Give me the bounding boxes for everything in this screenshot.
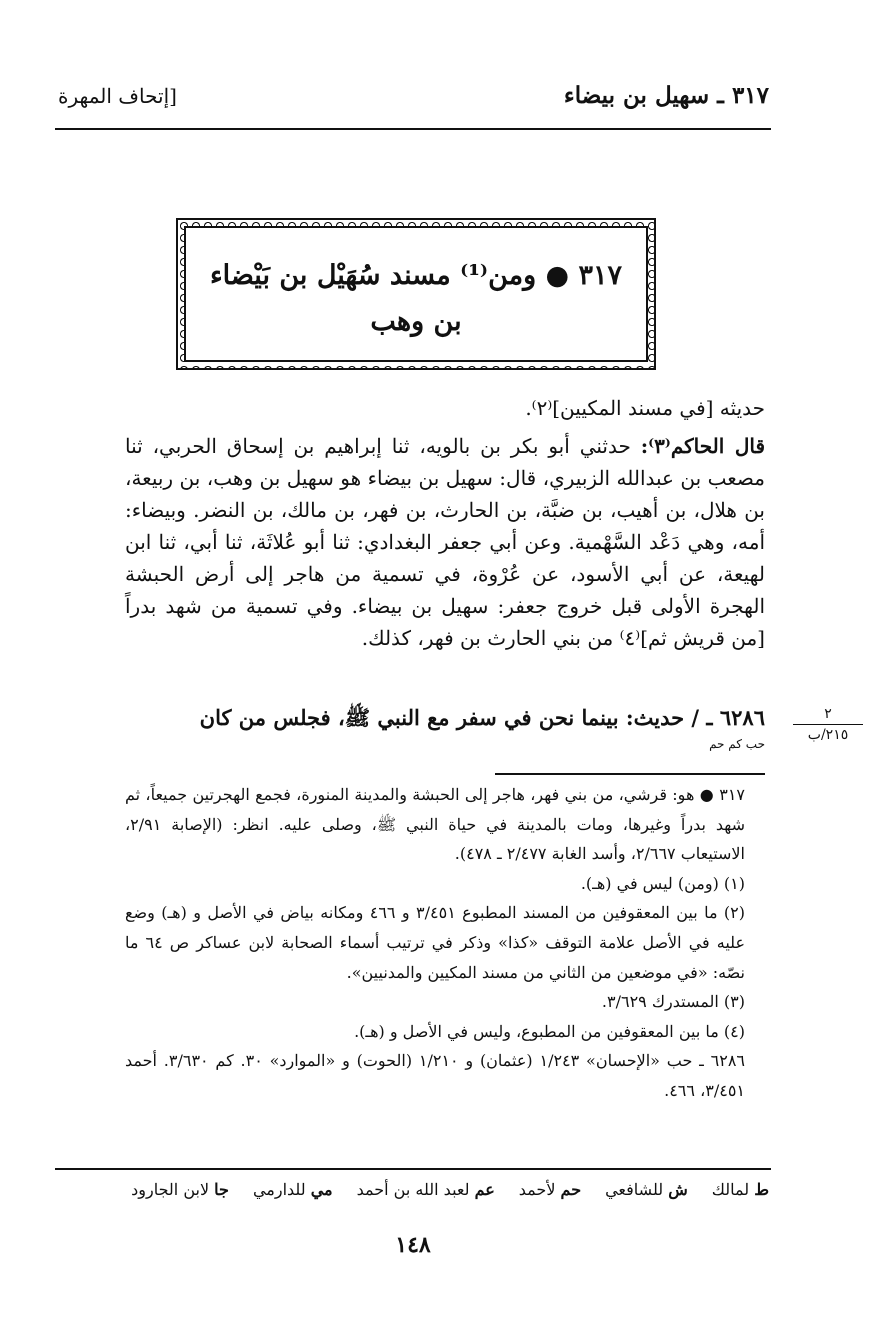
footnote-3: (٣) المستدرك ٣/٦٢٩. [601, 992, 745, 1012]
header-rule [55, 128, 771, 130]
ornamental-title-frame [176, 218, 656, 370]
legend-label: لأحمد [518, 1180, 556, 1199]
running-header-book: [إتحاف المهرة [58, 84, 177, 108]
manuscript-margin-reference [793, 706, 863, 743]
legend-separator [55, 1168, 771, 1170]
footnote-1: (١) (ومن) ليس في (هـ). [580, 873, 745, 893]
legend-code: ش [668, 1180, 688, 1199]
legend-item [712, 1180, 769, 1199]
margin-ref-top: ٢ [824, 706, 832, 722]
narration-text: حدثني أبو بكر بن بالويه، ثنا إبراهيم بن إسحاق الحربي، ثنا مصعب بن عبدالله الزبيري، قال: سهيل بن بيضاء هو سهيل بن وهب، بن ربيعة، بن هلال، بن أهيب، بن ضبَّة، بن الحارث، بن فهر، بن مالك، بن النضر. وبيضاء: أمه، وهي دَعْد السَّهْمية. وعن أبي جعفر البغدادي: ثنا أبو عُلاثَة، ثنا أبي، ثنا ابن لهيعة، عن أبي الأسود، عن عُرْوة، في تسمية من هاجر إلى أرض الحبشة الهجرة الأولى قبل خروج جعفر: سهيل بن بيضاء. وفي تسمية من شهد بدراً [من قريش ثم]⁽٤⁾ من بني الحارث بن فهر، كذلك. [125, 434, 765, 650]
margin-ref-rule [793, 724, 863, 725]
main-text-block [125, 392, 765, 654]
page-number: ١٤٨ [395, 1232, 431, 1258]
margin-ref-bottom: ٢١٥/ب [807, 727, 849, 743]
legend-code: حم [560, 1180, 582, 1199]
narration-paragraph [125, 430, 765, 654]
legend-code: عم [474, 1180, 495, 1199]
legend-item [357, 1180, 495, 1199]
legend-label: للشافعي [605, 1180, 664, 1199]
legend-code: مي [310, 1180, 333, 1199]
abbreviation-legend [131, 1180, 769, 1199]
legend-label: لمالك [711, 1180, 750, 1199]
footnotes [125, 780, 765, 1106]
legend-code: ط [754, 1180, 769, 1199]
legend-label: لابن الجارود [131, 1180, 210, 1199]
footnote-separator [495, 773, 765, 775]
legend-item [605, 1180, 688, 1199]
footnote-4: (٤) ما بين المعقوفين من المطبوع، وليس في الأصل و (هـ). [354, 1021, 745, 1041]
legend-item [519, 1180, 581, 1199]
intro-line: حديثه [في مسند المكيين]⁽٢⁾. [525, 396, 765, 420]
running-header-chapter: ٣١٧ ـ سهيل بن بيضاء [563, 82, 769, 109]
legend-code: جا [214, 1180, 229, 1199]
legend-label: لعبد الله بن أحمد [356, 1180, 470, 1199]
hadith-source-codes: حب كم حم [709, 737, 765, 751]
footnote-2: (٢) ما بين المعقوفين من المسند المطبوع ٣/٤٥١ و ٤٦٦ ومكانه بياض في الأصل و (هـ) وضع عليه في الأصل علامة التوقف «كذا» وذكر في ترتيب أسماء الصحابة لابن عساكر ص ٦٤ ما نصّه: «في موضعين من الثاني من مسند المكيين والمدنيين». [125, 903, 746, 982]
narrator-label: قال الحاكم⁽٣⁾: [640, 434, 766, 458]
hadith-heading: ٦٢٨٦ ـ / حديث: بينما نحن في سفر مع النبي ﷺ، فجلس من كان [199, 705, 765, 730]
legend-item [253, 1180, 333, 1199]
legend-item [131, 1180, 229, 1199]
legend-label: للدارمي [252, 1180, 306, 1199]
title-frame-inner [184, 226, 648, 362]
footnote-biography: ٣١٧ ● هو: قرشي، من بني فهر، هاجر إلى الحبشة والمدينة المنورة، فجمع الهجرتين جميعاً، ثم شهد بدراً وغيرها، ومات بالمدينة في حياة النبي ﷺ، وصلى عليه. انظر: (الإصابة ٢/٩١، الاستيعاب ٢/٦٦٧، وأسد الغابة ٢/٤٧٧ ـ ٤٧٨). [125, 785, 745, 864]
section-title: ٣١٧ ● ومن⁽¹⁾ مسند سُهَيْل بن بَيْضاء بن وهب [209, 259, 623, 337]
footnote-hadith-sources: ٦٢٨٦ ـ حب «الإحسان» ١/٢٤٣ (عثمان) و ١/٢١٠ (الحوت) و «الموارد» ٣٠. كم ٣/٦٣٠. أحمد ٣/٤٥١، ٤٦٦. [125, 1051, 746, 1100]
